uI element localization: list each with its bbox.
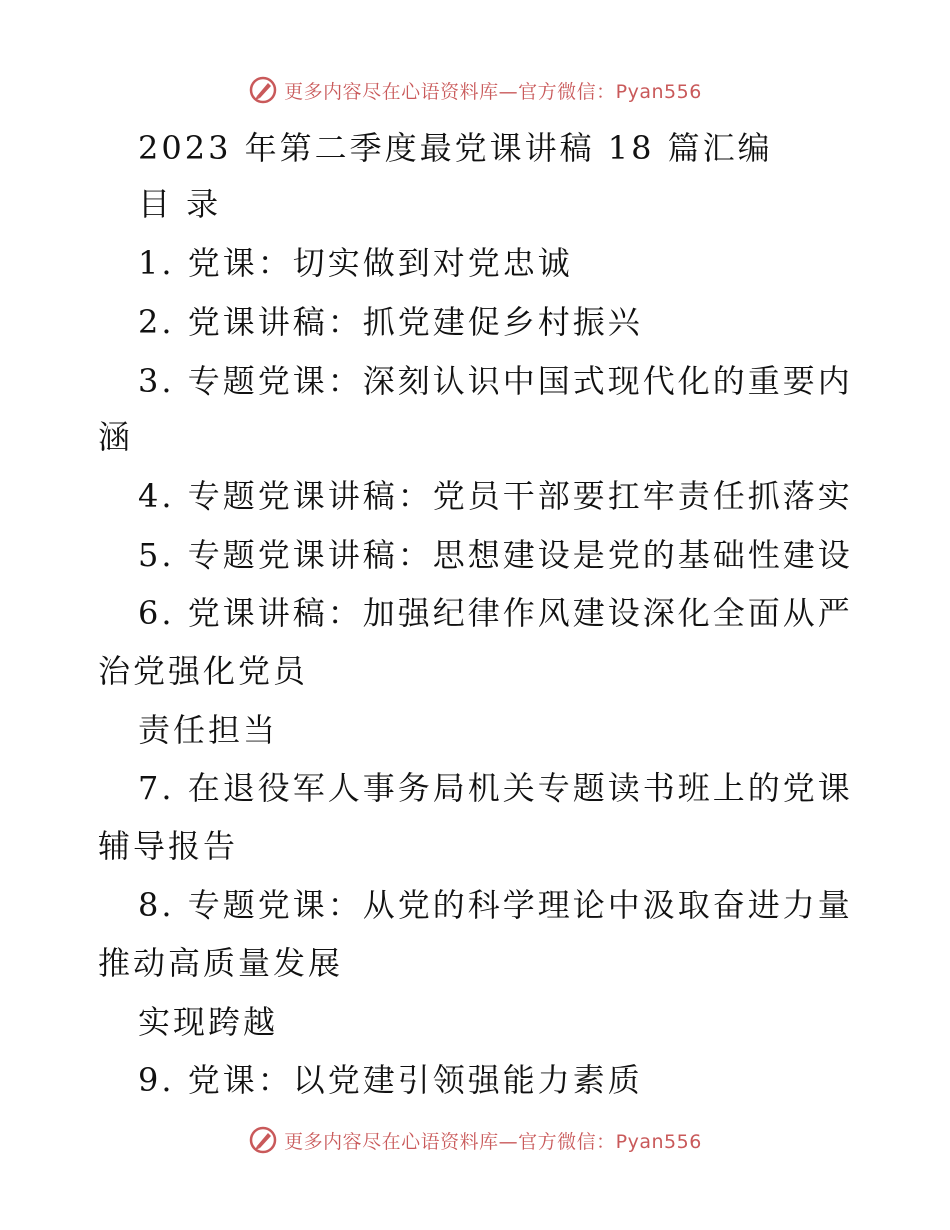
toc-item: 9. 党课：以党建引领强能力素质 (138, 1061, 643, 1099)
toc-item-continuation: 辅导报告 (98, 827, 239, 865)
pen-logo-icon (248, 1125, 278, 1155)
toc-item: 4. 专题党课讲稿：党员干部要扛牢责任抓落实 (138, 477, 853, 515)
toc-item: 7. 在退役军人事务局机关专题读书班上的党课 (138, 769, 853, 807)
toc-item: 6. 党课讲稿：加强纪律作风建设深化全面从严 (138, 594, 853, 632)
toc-item: 1. 党课：切实做到对党忠诚 (138, 244, 573, 282)
toc-item-continuation: 治党强化党员 (98, 652, 309, 690)
toc-item: 3. 专题党课：深刻认识中国式现代化的重要内 (138, 362, 853, 400)
toc-item-continuation: 责任担当 (138, 711, 279, 749)
toc-item-continuation: 涵 (98, 418, 134, 456)
toc-item: 2. 党课讲稿：抓党建促乡村振兴 (138, 303, 643, 341)
toc-heading: 目 录 (138, 185, 222, 223)
header-watermark-text: 更多内容尽在心语资料库—官方微信：Pyan556 (284, 80, 702, 103)
header-watermark (0, 70, 950, 110)
document-title: 2023 年第二季度最党课讲稿 18 篇汇编 (138, 129, 773, 167)
toc-item-continuation: 实现跨越 (138, 1003, 279, 1041)
footer-watermark (0, 1120, 950, 1160)
toc-item: 8. 专题党课：从党的科学理论中汲取奋进力量 (138, 886, 853, 924)
footer-watermark-text: 更多内容尽在心语资料库—官方微信：Pyan556 (284, 1130, 702, 1153)
pen-logo-icon (248, 75, 278, 105)
toc-item-continuation: 推动高质量发展 (98, 944, 344, 982)
toc-item: 5. 专题党课讲稿：思想建设是党的基础性建设 (138, 536, 853, 574)
